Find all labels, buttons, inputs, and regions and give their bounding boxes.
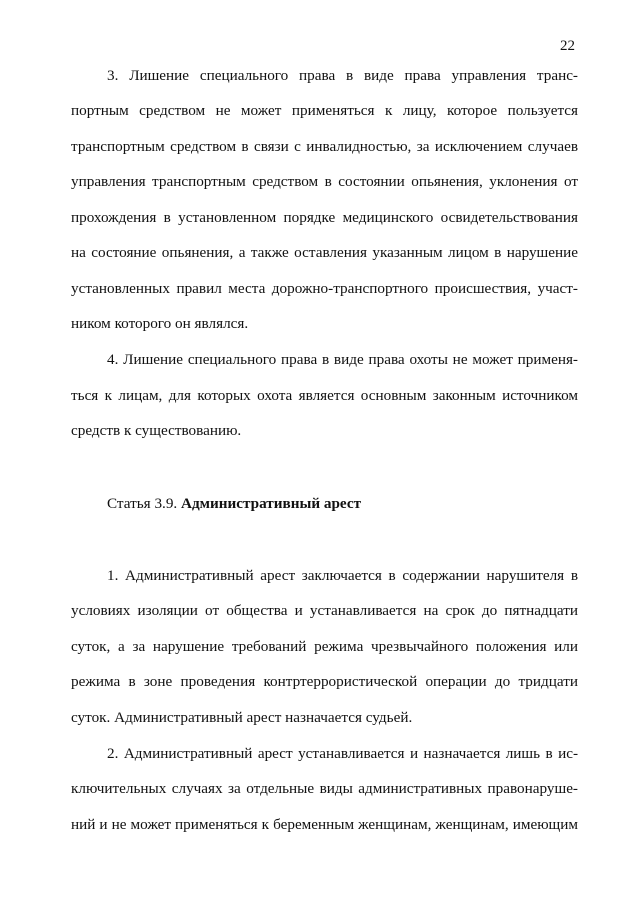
paragraph-3-line: транспортным средством в связи с инвалидностью, за исключением случаев <box>71 138 578 155</box>
article-paragraph-2-line: ключительных случаях за отдельные виды административных правонаруше- <box>71 780 578 797</box>
article-paragraph-1-line: режима в зоне проведения контртеррористической операции до тридцати <box>71 673 578 690</box>
paragraph-3-line: портным средством не может применяться к лицу, которое пользуется <box>71 102 578 119</box>
page-number: 22 <box>560 38 575 54</box>
article-paragraph-1-line: суток, а за нарушение требований режима чрезвычайного положения или <box>71 638 578 655</box>
article-paragraph-1-line: 1. Административный арест заключается в содержании нарушителя в <box>107 567 578 584</box>
paragraph-4-line: средств к существованию. <box>71 422 242 439</box>
article-title: Административный арест <box>181 495 362 512</box>
paragraph-3-line: 3. Лишение специального права в виде права управления транс- <box>107 67 578 84</box>
paragraph-3-line: прохождения в установленном порядке медицинского освидетельствования <box>71 209 578 226</box>
paragraph-4-line: 4. Лишение специального права в виде права охоты не может применя- <box>107 351 578 368</box>
paragraph-3-line: ником которого он являлся. <box>71 315 249 332</box>
article-paragraph-2-line: ний и не может применяться к беременным женщинам, женщинам, имеющим <box>71 816 578 833</box>
article-number-label: Статья 3.9. <box>107 495 178 512</box>
paragraph-3-line: управления транспортным средством в состоянии опьянения, уклонения от <box>71 173 578 190</box>
paragraph-3-line: установленных правил места дорожно-транспортного происшествия, участ- <box>71 280 578 297</box>
article-paragraph-1-line: суток. Административный арест назначается судьей. <box>71 709 413 726</box>
article-heading <box>107 494 361 514</box>
paragraph-4-line: ться к лицам, для которых охота является основным законным источником <box>71 387 578 404</box>
paragraph-3-line: на состояние опьянения, а также оставления указанным лицом в нарушение <box>71 244 578 261</box>
article-paragraph-2-line: 2. Административный арест устанавливается и назначается лишь в ис- <box>107 745 578 762</box>
article-paragraph-1-line: условиях изоляции от общества и устанавливается на срок до пятнадцати <box>71 602 578 619</box>
